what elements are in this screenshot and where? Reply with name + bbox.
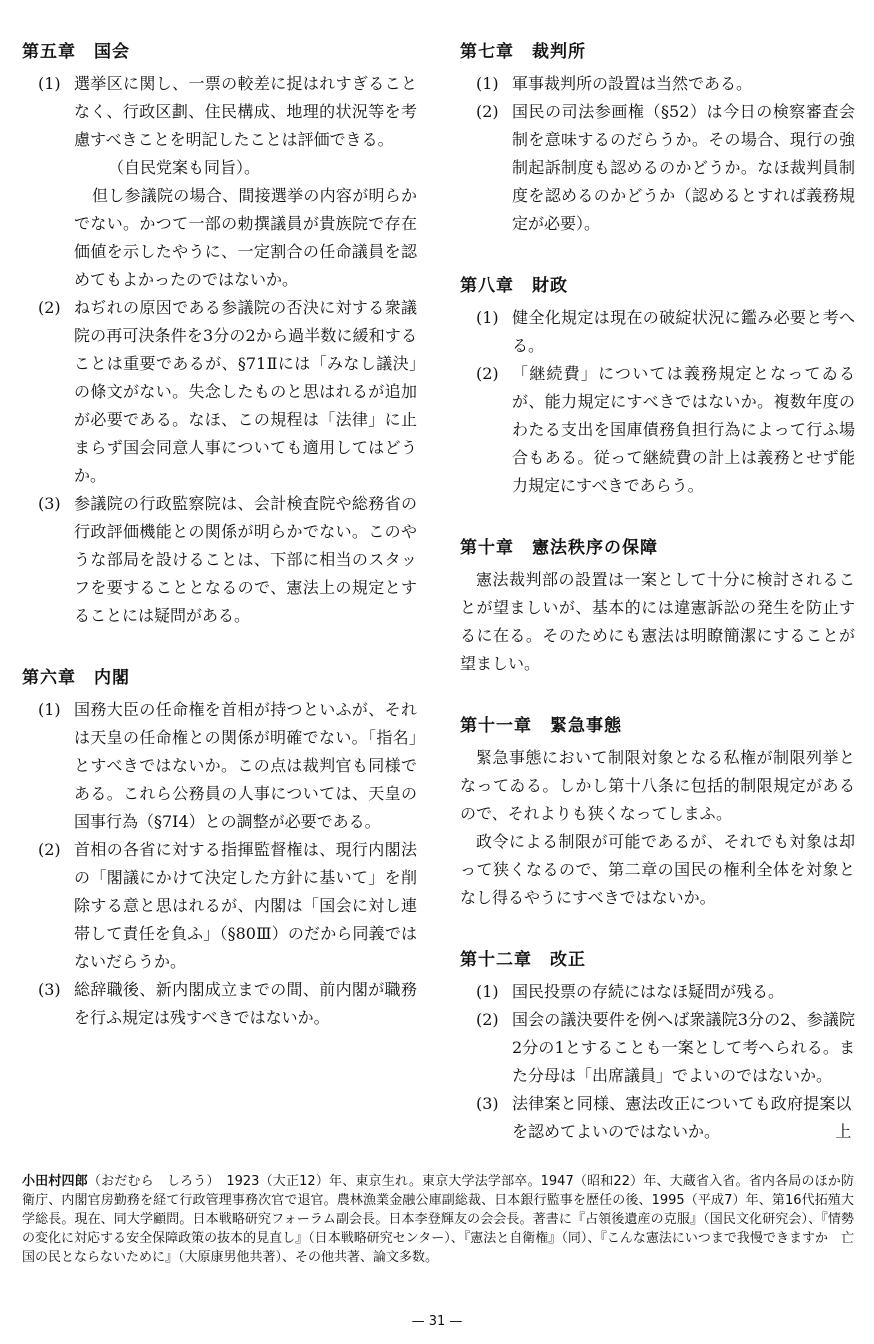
item-number: (2) xyxy=(476,1010,499,1029)
list-item xyxy=(22,976,417,1032)
item-number: (1) xyxy=(476,308,499,327)
page-number: — 31 — xyxy=(411,1314,463,1329)
list-item xyxy=(460,1006,855,1090)
chapter-7 xyxy=(460,40,855,238)
item-text: 法律案と同様、憲法改正についても政府提案を認めてよいのではないか。 xyxy=(512,1094,836,1141)
item-text: 国民の司法参画権（§52）は今日の検察審査会制を意味するのだらうか。その場合、現行の強制起訴制度も認めるのかどうか。なほ裁判員制度を認めるのかどうか（認めるとすれば義務規定が必要）。 xyxy=(512,102,855,233)
item-number: (2) xyxy=(38,840,61,859)
chapter-title: 第六章 内閣 xyxy=(22,668,130,688)
paragraph: 憲法裁判部の設置は一案として十分に検討されることが望ましいが、基本的には違憲訴訟の発生を防止するに在る。そのためにも憲法は明瞭簡潔にすることが望ましい。 xyxy=(460,570,855,673)
left-column xyxy=(22,40,417,1068)
paragraph: 政令による制限が可能であるが、それでも対象は却って狭くなるので、第二章の国民の権利全体を対象となし得るやうにすべきではないか。 xyxy=(460,832,855,907)
list-item xyxy=(460,98,855,238)
list-item xyxy=(460,978,855,1006)
item-text: 軍事裁判所の設置は当然である。 xyxy=(512,74,753,93)
chapter-5 xyxy=(22,40,417,630)
item-text: 国民投票の存続にはなほ疑問が残る。 xyxy=(512,982,785,1001)
item-number: (1) xyxy=(476,74,499,93)
list-item xyxy=(460,360,855,500)
list-item xyxy=(22,294,417,490)
item-text: 参議院の行政監察院は、会計検査院や総務省の行政評価機能との関係が明らかでない。このやうな部局を設けることは、下部に相当のスタッフを要することとなるので、憲法上の規定とすることには疑問がある。 xyxy=(74,494,417,625)
item-text: 総辞職後、新内閣成立までの間、前内閣が職務を行ふ規定は残すべきではないか。 xyxy=(74,980,417,1027)
item-text: ねぢれの原因である参議院の否決に対する衆議院の再可決条件を3分の2から過半数に緩和することは重要であるが、§71Ⅱには「みなし議決」の條文がない。失念したものと思はれるが追加が必要である。なほ、この規程は「法律」に止まらず国会同意人事についても適用してはどうか。 xyxy=(74,298,417,485)
item-number: (1) xyxy=(476,982,499,1001)
item-number: (3) xyxy=(38,494,61,513)
list-item xyxy=(22,70,417,154)
item-text-with-closing xyxy=(512,1090,855,1146)
chapter-title: 第十一章 緊急事態 xyxy=(460,716,622,736)
chapter-11 xyxy=(460,714,855,912)
list-item xyxy=(22,696,417,836)
item-text: 国会の議決要件を例へば衆議院3分の2、参議院2分の1とすることも一案として考へられる。また分母は「出席議員」でよいのではないか。 xyxy=(512,1010,855,1085)
item-number: (2) xyxy=(476,364,499,383)
chapter-title: 第五章 国会 xyxy=(22,42,130,62)
item-text: 「継続費」については義務規定となってゐるが、能力規定にすべきではないか。複数年度のわたる支出を国庫債務負担行為によって行ふ場合もある。従って継続費の計上は義務とせず能力規定にすべきであらう。 xyxy=(512,364,855,495)
right-column xyxy=(460,40,855,1182)
list-item xyxy=(22,836,417,976)
list-item xyxy=(22,490,417,630)
chapter-title: 第十二章 改正 xyxy=(460,950,586,970)
author-bio xyxy=(22,1172,854,1267)
item-number: (3) xyxy=(476,1094,499,1113)
item-text: 国務大臣の任命権を首相が持つといふが、それは天皇の任命権との関係が明確でない。「指名」とすべきではないか。この点は裁判官も同様である。これら公務員の人事については、天皇の国事行為（§7Ⅰ4）との調整が必要である。 xyxy=(74,700,417,831)
chapter-title: 第十章 憲法秩序の保障 xyxy=(460,538,658,558)
author-name: 小田村四郎 xyxy=(22,1174,88,1189)
chapter-8 xyxy=(460,274,855,500)
item-text: 選挙区に関し、一票の較差に捉はれすぎることなく、行政区劃、住民構成、地理的状況等を考慮すべきことを明記したことは評価できる。 xyxy=(74,74,417,149)
chapter-title: 第七章 裁判所 xyxy=(460,42,586,62)
note-text: 但し参議院の場合、間接選挙の内容が明らかでない。かつて一部の勅撰議員が貴族院で存在価値を示したやうに、一定割合の任命議員を認めてもよかったのではないか。 xyxy=(74,186,417,289)
item-number: (1) xyxy=(38,700,61,719)
chapter-6 xyxy=(22,666,417,1032)
item-text: 健全化規定は現在の破綻状況に鑑み必要と考へる。 xyxy=(512,308,855,355)
list-item xyxy=(460,304,855,360)
list-item xyxy=(460,1090,855,1146)
paragraph: 緊急事態において制限対象となる私権が制限列挙となってゐる。しかし第十八条に包括的制限規定があるので、それよりも狭くなってしまふ。 xyxy=(460,748,855,823)
item-number: (2) xyxy=(476,102,499,121)
chapter-title: 第八章 財政 xyxy=(460,276,568,296)
chapter-12 xyxy=(460,948,855,1146)
list-item xyxy=(460,70,855,98)
chapter-10 xyxy=(460,536,855,678)
closing-mark: 以上 xyxy=(835,1094,852,1141)
item-text: 首相の各省に対する指揮監督権は、現行内閣法の「閣議にかけて決定した方針に基いて」を削除する意と思はれるが、内閣は「国会に対し連帯して責任を負ふ」（§80Ⅲ）のだから同義ではないだらうか。 xyxy=(74,840,417,971)
item-number: (3) xyxy=(38,980,61,999)
author-bio-text: （おだむら しろう） 1923（大正12）年、東京生れ。東京大学法学部卒。1947（昭和22）年、大蔵省入省。省内各局のほか防衛庁、内閣官房勤務を経て行政管理事務次官で退官。農林漁業金融公庫副総裁、日本銀行監事を歴任の後、1995（平成7）年、第16代拓殖大学総長。現在、同大学顧問。日本戦略研究フォーラム副会長。日本李登輝友の会会長。著書に『占領後遺産の克服』（国民文化研究会）、『情勢の変化に対応する安全保障政策の抜本的見直し』（日本戦略研究センター）、『憲法と自衛権』（同）、『こんな憲法にいつまで我慢できますか 亡国の民とならないために』（大原康男他共著）、その他共著、論文多数。 xyxy=(22,1174,854,1265)
item-number: (1) xyxy=(38,74,61,93)
item-number: (2) xyxy=(38,298,61,317)
note-text: （自民党案も同旨）。 xyxy=(108,158,261,177)
